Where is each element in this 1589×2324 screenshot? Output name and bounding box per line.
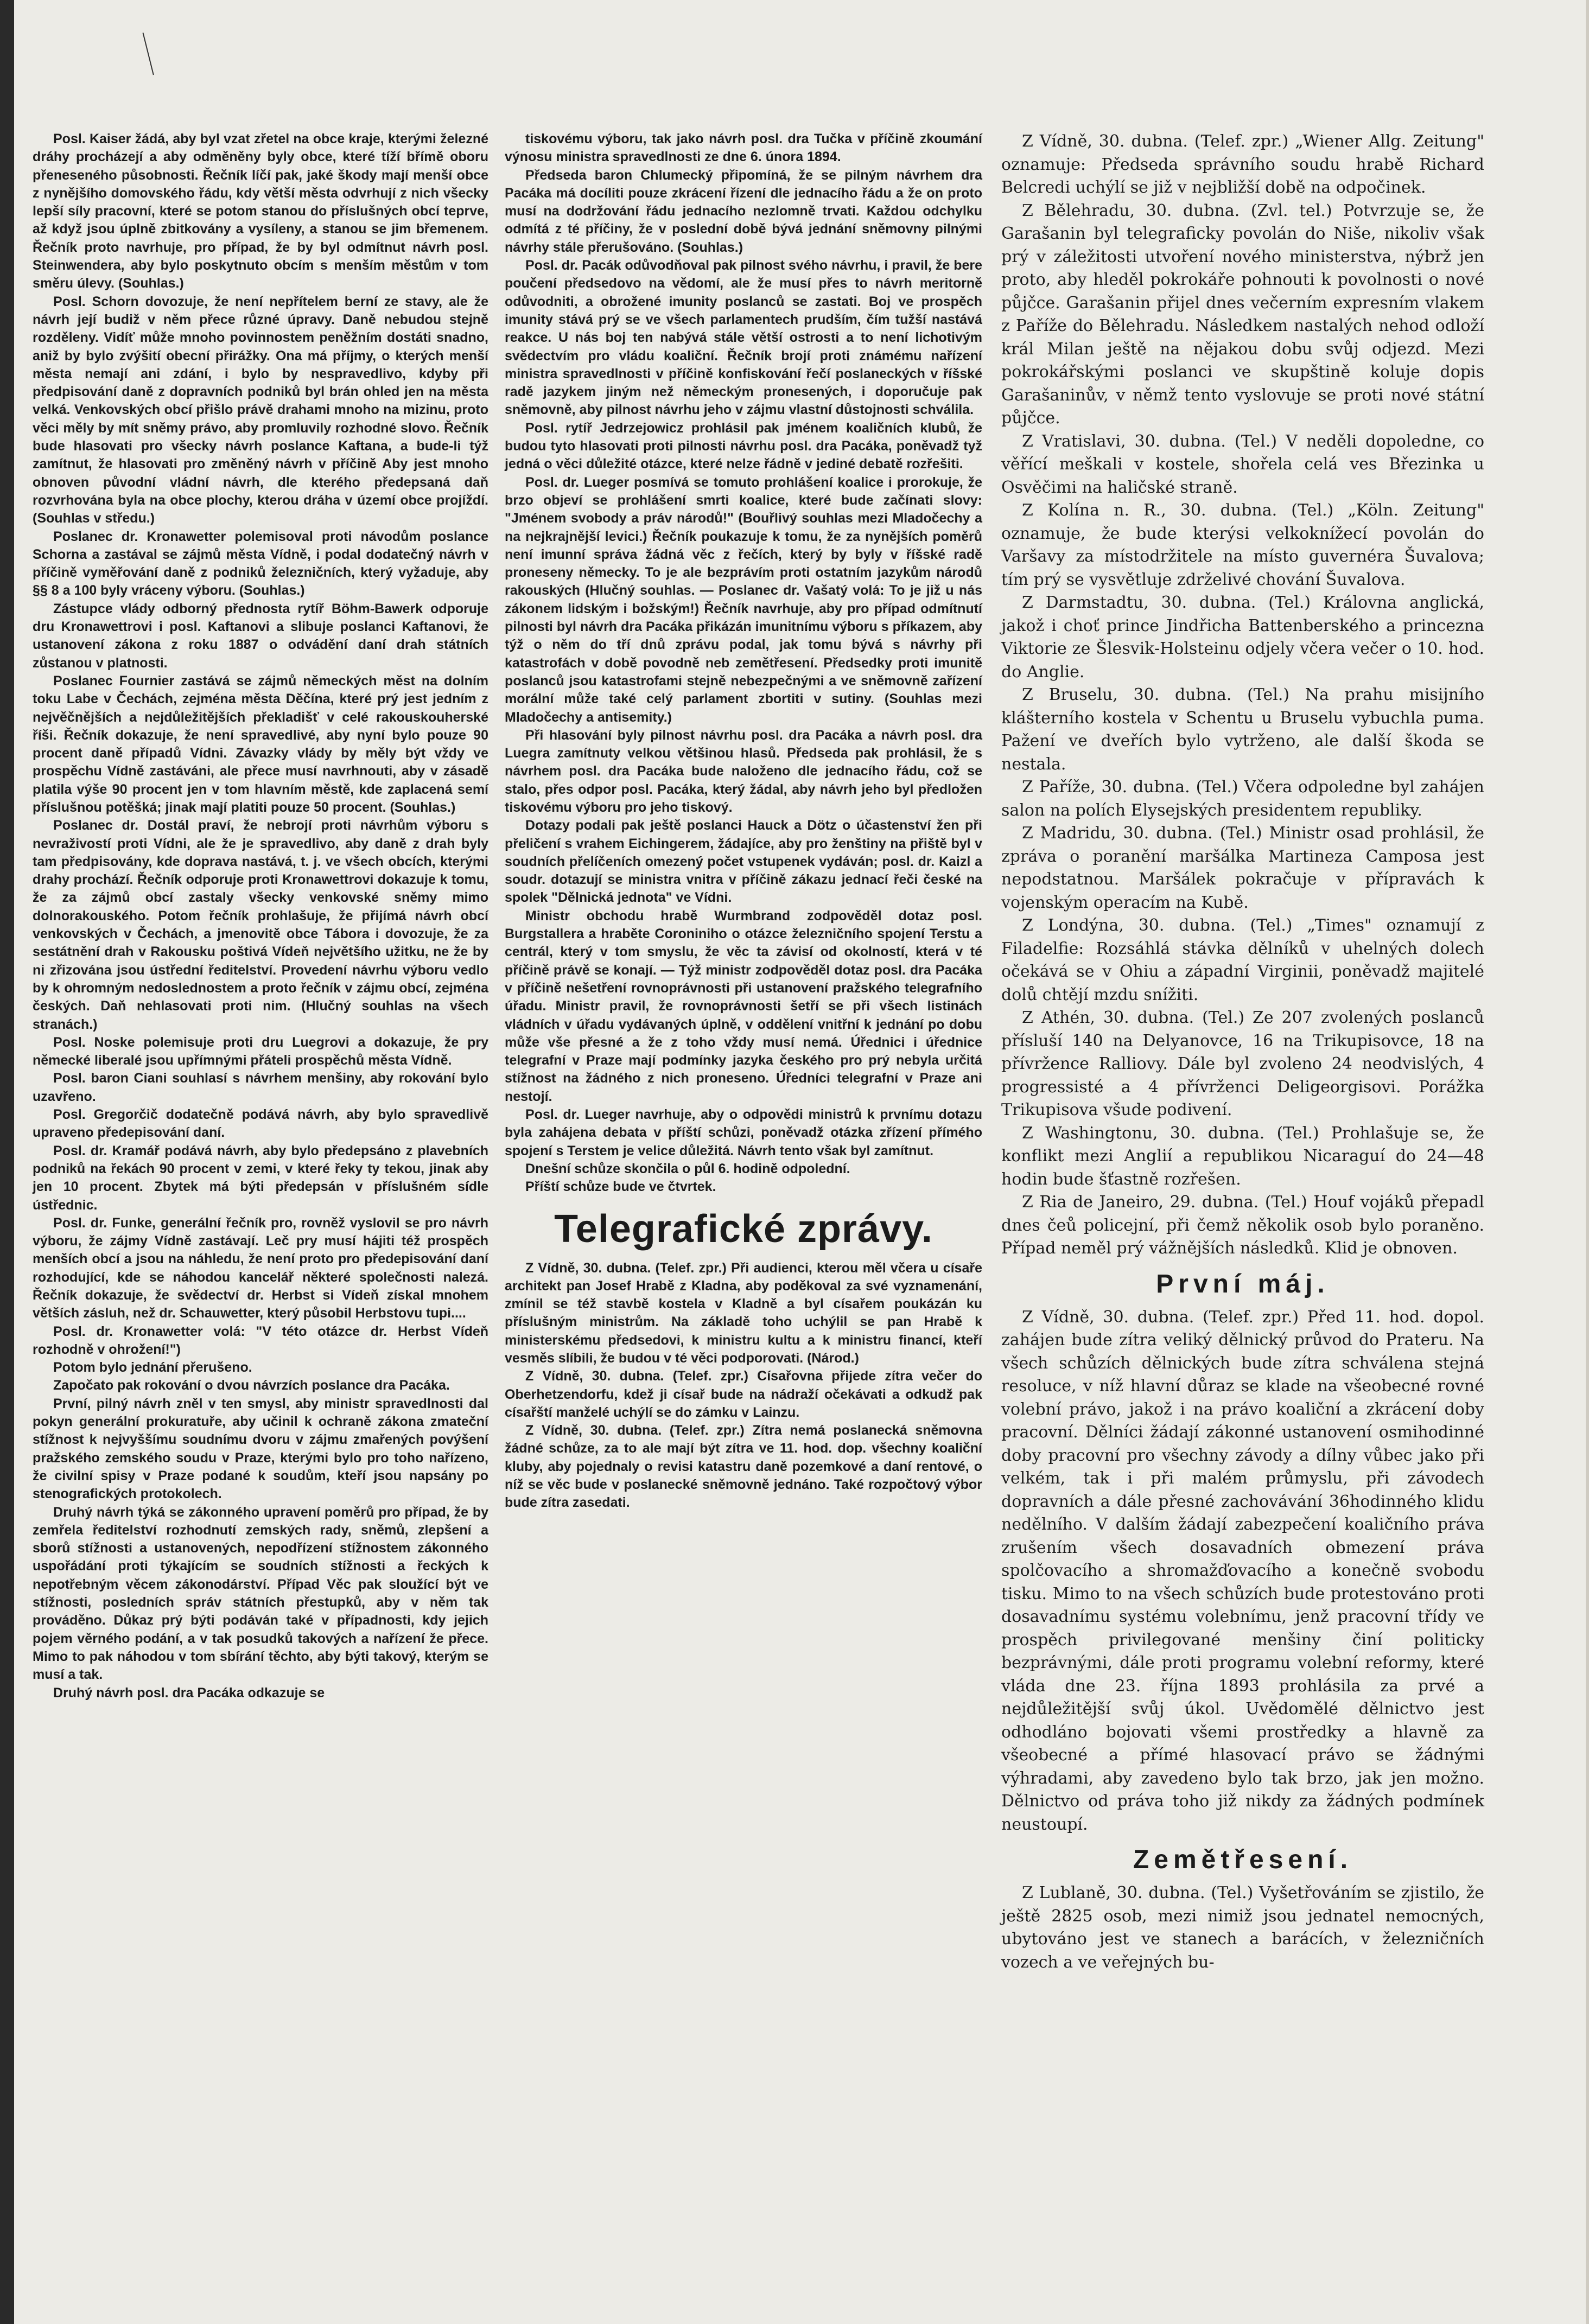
article-paragraph: Posl. dr. Kramář podává návrh, aby bylo předepsáno z plavebních podniků na řekách 90 procent v zemi, v které řeky ty tekou, jinak aby jen 10 procent. Zbytek má býti předepsán v příslušném sídle ústřednic.: [33, 1143, 488, 1213]
article-paragraph: Z Darmstadtu, 30. dubna. (Tel.) Královna anglická, jakož i choť prince Jindřicha Battenberského a princezna Viktorie ze Šlesvik-Holsteinu odjely včera večer o 10. hod. do Anglie.: [1001, 593, 1484, 682]
article-paragraph: Druhý návrh týká se zákonného upravení poměrů pro případ, že by zemřela ředitelství rozhodnutí zemských rady, sněmů, zlepšení a sborů stížnosti a ustanovených, nepodřízení stížnostem zákonného uspořádání proti týkajícím se soudních stížnosti a řeckých k nepotřebným věcem zákonodárství. Případ Věc pak sloužící být ve stížnosti, posledních správ státních přestupků, aby v něm tak prováděno. Důkaz prý býti podáván také v případnosti, kdy jejich pojem věrného podání, a v tak posudků takových a nařízení že přece. Mimo to pak náhodou v tom sbírání těchto, aby býti takový, kterým se musí a tak.: [33, 1504, 488, 1683]
article-paragraph: Druhý návrh posl. dra Pacáka odkazuje se: [53, 1685, 325, 1701]
article-paragraph: Z Vídně, 30. dubna. (Telef. zpr.) „Wiener Allg. Zeitung" oznamuje: Předseda správního soudu hrabě Richard Belcredi uchýlí se již v nejbližší době na odpočinek.: [1001, 132, 1484, 197]
article-paragraph: První, pilný návrh zněl v ten smysl, aby ministr spravedlnosti dal pokyn generální prokuratuře, aby učinil k ochraně zákona zmateční stížnost k nejvyššímu soudnímu dvoru v zájmu zmařených povýšení pražského zemského soudu v Praze, kterými bylo pro toho nařízeno, že civilní spisy v Praze podané k soudům, kteří jsou napsány po stenografických protokolech.: [33, 1396, 488, 1502]
article-paragraph: Dnešní schůze skončila o půl 6. hodině odpolední.: [525, 1161, 850, 1176]
telegram-reports-continued: [1001, 130, 1484, 1260]
earthquake-reports: [1001, 1882, 1484, 1974]
first-may-section-title: První máj.: [1156, 1269, 1330, 1298]
parliament-report: [505, 130, 982, 1196]
article-paragraph: Z Vídně, 30. dubna. (Telef. zpr.) Před 11. hod. dopol. zahájen bude zítra veliký dělnický průvod do Prateru. Na všech schůzích dělnických bude zítra schválena stejná resoluce, v níž hlavní důraz se klade na všeobecné rovné volební právo, jakož i na právo koaliční a zkrácení doby pracovní. Dělníci žádají zákonné ustanovení osmihodinné doby pracovní pro všechny závody a dílny vůbec jako při velkém, tak i při malém průmyslu, při závodech dopravních a dále přesné zachovávání 36hodinného klidu nedělního. V dalším žádají zabezpečení koaličního práva zrušením všech dosavadních obmezení práva spolčovacího a shromažďovacího a konečně svobodu tisku. Mimo to na všech schůzích bude protestováno proti dosavadnímu systému volebnímu, jenž pracovní třídy ve prospěch privilegované menšiny činí politicky bezprávnými, dále proti programu volební reformy, které vláda dne 23. října 1893 prohlásila za prvé a nejdůležitější svůj úkol. Uvědomělé dělnictvo jest odhodláno bojovati všemi prostředky a hlavně za všeobecné a přímé hlasovací právo se žádnými výhradami, aby zavedeno bylo tak brzo, jak jen možno. Dělnictvo od práva toho již nikdy za žádných podmínek neustoupí.: [1001, 1307, 1484, 1834]
article-paragraph: tiskovému výboru, tak jako návrh posl. dra Tučka v příčině zkoumání výnosu ministra spravedlnosti ze dne 6. února 1894.: [505, 131, 982, 165]
article-paragraph: Ministr obchodu hrabě Wurmbrand zodpověděl dotaz posl. Burgstallera a hraběte Coroniniho o otázce železničního spojení Terstu a centrál, který v tom smyslu, že věc ta závisí od okolností, která v té příčině právě se konají. — Týž ministr zodpověděl dotaz posl. dra Pacáka v příčině nešetření rovnoprávnosti při ustanovení pražského telegrafního úřadu. Ministr pravil, že rovnoprávnosti šetří se při všech listinách vládních v úřadu vydávaných úplně, v oddělení vnitřní k jednání po dobu může vše přesné a že z toho vždy musí nemá. Úřednici i úřednice telegrafní v Praze mají podmínky jazyka českého pro prý nebyla určitá stížnost na žádného z nich proneseno. Úředníci telegrafní v Praze ani nestojí.: [505, 908, 982, 1104]
article-paragraph: Dotazy podali pak ještě poslanci Hauck a Dötz o účastenství žen při přeličení s vrahem Eichingerem, žádajíce, aby pro ženštiny na přiště byl v soudních přelíčeních omezený počet vstupenek vydáván; posl. dr. Kaizl a soudr. dotazují se ministra vnitra v příčině zákazu jednací řeči české na spolek "Dělnická jednota" ve Vídni.: [505, 818, 982, 906]
article-paragraph: Z Lublaně, 30. dubna. (Tel.) Vyšetřováním se zjistilo, že ještě 2825 osob, mezi nimiž jsou jednatel nemocných, ubytováno jest ve stanech a barácích, v železničních vozech a ve veřejných bu-: [1001, 1883, 1484, 1972]
article-paragraph: Posl. dr. Lueger navrhuje, aby o odpovědi ministrů k prvnímu dotazu byla zahájena debata v příští schůzi, poněvadž otázka zřízení přímého spojení s Terstem je velice důležitá. Návrh tento však byl zamítnut.: [505, 1107, 982, 1158]
earthquake-section-title: Zemětřesení.: [1133, 1845, 1353, 1874]
scan-gutter: [0, 0, 14, 2324]
article-paragraph: Z Vídně, 30. dubna. (Telef. zpr.) Císařovna přijede zítra večer do Oberhetzendorfu, kdež ji císař bude na nádraží očekávati a odkudž pak císařští manželé uchýlí se do zámku v Lainzu.: [505, 1368, 982, 1420]
article-paragraph: Poslanec dr. Kronawetter polemisoval proti návodům poslance Schorna a zastával se zájmů města Vídně, i podal dodatečný návrh v příčině vyměřování daně z podniků železničních, který vyžaduje, aby §§ 8 a 100 byly vráceny výboru. (Souhlas.): [33, 529, 488, 598]
article-paragraph: Posl. rytíř Jedrzejowicz prohlásil pak jménem koaličních klubů, že budou tyto hlasovati proti pilnosti návrhu posl. dra Pacáka, poněvadž tyž jedná o věci důležité otázce, které nelze řádně v jediné debatě rozřešiti.: [505, 420, 982, 472]
column-right: [1001, 130, 1484, 1974]
scan-mark: [143, 31, 160, 75]
column-left: [33, 130, 488, 1702]
article-paragraph: Z Madridu, 30. dubna. (Tel.) Ministr osad prohlásil, že zpráva o poranění maršálka Martineza Camposa jest nepodstatnou. Maršálek pokračuje v přípravách k vojenským operacím na Kubě.: [1001, 824, 1484, 912]
article-paragraph: Z Vídně, 30. dubna. (Telef. zpr.) Zítra nemá poslanecká sněmovna žádné schůze, za to ale mají být zítra ve 11. hod. dop. všechny koaliční kluby, aby pojednaly o revisi katastru daně pozemkové a daní rentové, o níž se věc bude v poslanecké sněmovně jednáno. Také rozpočtový výbor bude zítra zasedati.: [505, 1423, 982, 1511]
article-paragraph: Z Athén, 30. dubna. (Tel.) Ze 207 zvolených poslanců přísluší 140 na Delyanovce, 16 na Trikupisovce, 18 na přívržence Ralliovy. Dále byl zvoleno 24 neodvislých, 4 progressisté a 4 přívrženci Deligeorgisovi. Porážka Trikupisova všude podivení.: [1001, 1008, 1484, 1119]
article-paragraph: Z Londýna, 30. dubna. (Tel.) „Times" oznamují z Filadelfie: Rozsáhlá stávka dělníků v uhelných dolech očekává se v Ohiu a západní Virginii, poněvadž majitelé dolů chtějí mzdu snížiti.: [1001, 916, 1484, 1004]
article-paragraph: Poslanec dr. Dostál praví, že nebrojí proti návrhům výboru s nevraživostí proti Vídni, ale že je spravedlivo, aby daně z drah byly tam předpisovány, kde doprava nastává, t. j. ve všech obcích, kterými drahy prochází. Řečník odporuje proti Kronawettrovi dokazuje k tomu, že za zájmů obcí zastaly všecky venkovské sněmy mimo dolnorakouského. Potom řečník prohlašuje, že přijímá návrh obcí venkovských v Čechách, a jmenovitě obce Tábora i dovozuje, že za sestátnění drah v Rakousku poštivá Vídeň největšího užitku, ne že by ni zřizována jsou ústřední ředitelství. Provedení návrhu výboru vedlo by k ohromným nedoslednostem a proto řečník v zájmu obcí, zejména českých. Daň nehlasovati proti nim. (Hlučný souhlas na všech stranách.): [33, 818, 488, 1032]
article-paragraph: Z Washingtonu, 30. dubna. (Tel.) Prohlašuje se, že konflikt mezi Anglií a republikou Nicaraguí do 24—48 hodin bude šťastně rozřešen.: [1001, 1123, 1484, 1189]
article-paragraph: Zástupce vlády odborný přednosta rytíř Böhm-Bawerk odporuje dru Kronawettrovi i posl. Kaftanovi a slibuje poslanci Kaftanovi, že ustanovení zákona z roku 1887 o odvádění daní drah státních zůstanou v platnosti.: [33, 601, 488, 671]
article-paragraph: Při hlasování byly pilnost návrhu posl. dra Pacáka a návrh posl. dra Luegra zamítnuty velkou většinou hlasů. Předseda pak prohlásil, že s návrhem posl. dra Pacáka bude naloženo dle jednacího řádu, což se stalo, přes odpor posl. Pacáka, který žádal, aby návrh jeho byl předložen tiskovému výboru pro jeho tiskový.: [505, 727, 982, 815]
telegram-section-title: Telegrafické zprávy.: [554, 1207, 933, 1251]
article-paragraph: Posl. dr. Kronawetter volá: "V této otázce dr. Herbst Vídeň rozhodně v ohrožení!"): [33, 1323, 488, 1357]
article-paragraph: Potom bylo jednání přerušeno.: [53, 1360, 252, 1376]
page-edge: [1586, 0, 1589, 2324]
article-paragraph: Posl. Noske polemisuje proti dru Luegrovi a dokazuje, že pry německé liberalé jsou upřímnými přáteli prospěchů města Vídně.: [33, 1034, 488, 1068]
article-paragraph: Posl. dr. Pacák odůvodňoval pak pilnost svého návrhu, i pravil, že bere poučení předsedovo na vědomí, ale že musí přes to návrh meritorně odůvodniti, a obrožené imunity poslanců se zastati. Boj ve prospěch imunity stává prý se ve všech parlamentech prudším, čím tužší nastává reakce. U nás boj ten nabývá stále větší ostrosti a to není lichotivým svědectvím pro vládu koaliční. Řečník brojí proti známému nařízení ministra spravedlnosti v příčině konfiskování řečí poslaneckých v říšské radě jazykem jiným než německým pronesených, i doporučuje pak sněmovně, aby pilnost návrhu jeho v zájmu vlastní důstojnosti schválila.: [505, 258, 982, 418]
article-paragraph: Z Kolína n. R., 30. dubna. (Tel.) „Köln. Zeitung" oznamuje, že bude kterýsi velkoknížecí povolán do Varšavy za místodržitele na místo guvernéra Šuvalova; tím prý se vysvětluje zdrželivé chování Šuvalova.: [1001, 501, 1484, 589]
article-paragraph: Posl. dr. Lueger posmívá se tomuto prohlášení koalice i prorokuje, že brzo objeví se prohlášení smrti koalice, které bude začínati slovy: "Jménem svobody a práv národů!" (Bouřlivý souhlas mezi Mladočechy a na nejkrajnější levici.) Řečník poukazuje k tomu, že za nynějších poměrů není imunní správa žádná věc z řečích, který by byly v říšské radě proneseny německy. To je ale bezprávím proti ostatním jazykům národů rakouských (Hlučný souhlas. — Poslanec dr. Vašatý volá: To je již u nás zákonem lidským i božským!) Řečník navrhuje, aby pro případ odmítnutí pilnosti byl návrh dra Pacáka přikázán imunitnímu výboru s příkazem, aby týž o něm do tří dnů zprávu podal, jak tomu bývá s návrhy při katastrofách v době povodně neb zemětřesení. Předsedky proti imunitě poslanců jsou katastrofami stejně nebezpečnými a ve sněmovně zařízení morální může také celý parlament zbortiti v sutiny. (Souhlas mezi Mladočechy a antisemity.): [505, 474, 982, 725]
article-paragraph: Posl. Gregorčič dodatečně podává návrh, aby bylo spravedlivě upraveno předepisování daní.: [33, 1107, 488, 1141]
article-paragraph: Započato pak rokování o dvou návrzích poslance dra Pacáka.: [53, 1378, 450, 1393]
column-middle: [505, 130, 982, 1512]
article-paragraph: Posl. baron Ciani souhlasí s návrhem menšiny, aby rokování bylo uzavřeno.: [33, 1071, 488, 1104]
article-paragraph: Z Ria de Janeiro, 29. dubna. (Tel.) Houf vojáků přepadl dnes čeů policejní, při čemž několik osob bylo poraněno. Případ neměl prý vážnějších následků. Klid je obnoven.: [1001, 1193, 1484, 1258]
first-may-reports: [1001, 1306, 1484, 1837]
article-paragraph: Posl. Schorn dovozuje, že není nepřítelem berní ze stavy, ale že návrh její budiž v něm přece různé úpravy. Daně nebudou stejně rozděleny. Vidíť může mnoho povinnostem peněžním dostáti snadno, aniž by bylo zvýšití obecní přirážky. Ona má příjmy, o kterých menší města nemají ani zdání, i bylo by nespravedlivo, kdyby při předpisování daně z dopravních podniků byl brán ohled jen na města velká. Venkovských obcí přišlo právě drahami mnoho na mizinu, proto věci měly by mít sněmy právo, aby promluvily rozhodné slovo. Řečník bude hlasovati pro všecky návrh poslance Kaftana, a bude-li týž zamítnut, že hlasovati pro změněný návrh v příčině Aby jest mnoho obnoven původní vládní návrh, dle kterého předepsaná daň rozvrhována byla na obce plochy, kterou dráha v území obce projíždí. (Souhlas v středu.): [33, 294, 488, 526]
telegram-reports: [505, 1259, 982, 1512]
article-paragraph: Poslanec Fournier zastává se zájmů německých měst na dolním toku Labe v Čechách, zejména města Děčína, které prý jest jedním z nejvěčnějších a nejdůležitějších překladišť v celé rakouskouherské říši. Řečník dokazuje, že není spravedlivé, aby nyní bylo pouze 90 procent daně případů Vídni. Závazky vlády by měly být vždy ve prospěchu Vídně zastáváni, ale přece musí navrhnouti, aby v zásadě platila výše 90 procent jen v tom hlavním městě, kde zaplacená semí příslušnou potěšká; jinak mají platiti pouze 50 procent. (Souhlas.): [33, 673, 488, 815]
article-paragraph: Předseda baron Chlumecký připomíná, že se pilným návrhem dra Pacáka má docíliti pouze zkrácení řízení dle jednacího řádu a že on proto musí na dodržování řádu jednacího nezlomně trvati. Každou odchylku odmítá z té příčiny, že v poslední době bývá jednání sněmovny pilnými návrhy stále přerušováno. (Souhlas.): [505, 167, 982, 255]
article-paragraph: Posl. dr. Funke, generální řečník pro, rovněž vyslovil se pro návrh výboru, že zájmy Vídně zastávají. Leč pry musí hájiti též prospěch menších obcí a jsou na náhledu, že není proto pro předepisování daní rozhodující, kde se náhodou kancelář některé společnosti nalezá. Řečník dokazuje, že svědectví dr. Herbst si Vídeň získal mnohem větších zásluh, než dr. Schauwetter, který působil Herbstovu tupi....: [33, 1215, 488, 1321]
article-paragraph: Posl. Kaiser žádá, aby byl vzat zřetel na obce kraje, kterými železné dráhy procházejí a aby odměněny byly obce, které tíží břímě oboru přeneseného působnosti. Řečník líčí pak, jaké škody mají menší obce z nynějšího domovského řádu, kdy větší města odvrhují z nich všecky lepší síly pracovní, které se potom stanou do příslušných obcí teprve, až když jsou úplně zbitkovány a vysíleny, a stanou se jim břemenem. Řečník proto navrhuje, pro případ, že by byl odmítnut návrh posl. Steinwendera, aby bylo poskytnuto obcím s menším městům v tom směru úlevy. (Souhlas.): [33, 131, 488, 291]
article-paragraph: Příští schůze bude ve čtvrtek.: [525, 1179, 716, 1195]
article-paragraph: Z Bělehradu, 30. dubna. (Zvl. tel.) Potvrzuje se, že Garašanin byl telegraficky povolán do Niše, nikoliv však prý v záležitosti utvoření nového ministerstva, nýbrž jen proto, aby hleděl pokrokáře pohnouti k povolnosti o nové půjčce. Garašanin přijel dnes večerním expresním vlakem z Paříže do Bělehradu. Následkem nastalých nehod odloží král Milan ještě na nějakou dobu svůj odjezd. Mezi pokrokářskými poslanci ve skupštině koluje dopis Garašaninův, v němž tento vyslovuje se proti nové státní půjčce.: [1001, 201, 1484, 428]
article-paragraph: Z Vratislavi, 30. dubna. (Tel.) V neděli dopoledne, co věřící meškali v kostele, shořela celá ves Březinka u Osvěčimi na haličské straně.: [1001, 431, 1484, 497]
article-paragraph: Z Bruselu, 30. dubna. (Tel.) Na prahu misijního klášterního kostela v Schentu u Bruselu vybuchla puma. Pažení ve dveřích bylo vytrženo, ale další škoda se nestala.: [1001, 685, 1484, 774]
article-paragraph: Z Vídně, 30. dubna. (Telef. zpr.) Při audienci, kterou měl včera u císaře architekt pan Josef Hrabě z Kladna, aby poděkoval za své vyznamenání, zmínil se též stavbě kostela v Kladně a byl císařem poukázán ku příslušným ministrům. Na základě toho uchýlil se pan Hrabě k ministerskému předsedovi, k ministru kultu a k ministru financí, kteří vesměs slíbili, že budou v té věci podporovati. (Národ.): [505, 1260, 982, 1366]
article-paragraph: Z Paříže, 30. dubna. (Tel.) Včera odpoledne byl zahájen salon na polích Elysejských presidentem republiky.: [1001, 778, 1484, 820]
